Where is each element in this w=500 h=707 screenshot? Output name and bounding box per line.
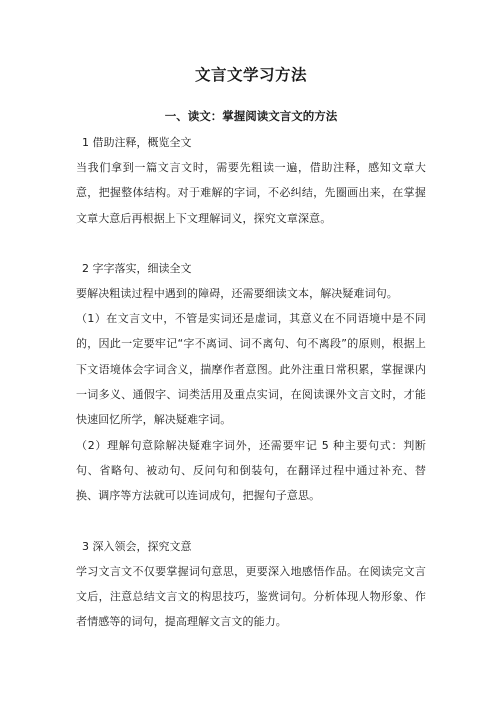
part-1	[76, 130, 426, 231]
part-3	[76, 534, 426, 635]
paragraph: 当我们拿到一篇文言文时，需要先粗读一遍，借助注释，感知文章大意，把握整体结构。对于难解的字词，不必纠结，先圈画出来，在掌握文章大意后再根据上下文理解词义，探究文章深意。	[76, 161, 426, 225]
part-heading: 3 深入领会，探究文意	[82, 539, 192, 553]
section-heading: 一、读文：掌握阅读文言文的方法	[164, 109, 338, 123]
paragraph: （2）理解句意除解决疑难字词外，还需要牢记 5 种主要句式：判断句、省略句、被动句、反问句和倒装句，在翻译过程中通过补充、替换、调序等方法就可以连词成句，把握句子意思。	[76, 438, 426, 503]
document-title: 文言文学习方法	[194, 66, 307, 84]
paragraph: （1）在文言文中，不管是实词还是虚词，其意义在不同语境中是不同的，因此一定要牢记“字不离词、词不离句、句不离段”的原则，根据上下文语境体会字词含义，揣摩作者意图。此外注重日常积累，掌握课内一词多义、通假字、词类活用及重点实词，在阅读课外文言文时，才能快速回忆所学，解决疑难字词。	[76, 312, 426, 427]
part-2	[76, 256, 426, 509]
part-heading: 1 借助注释，概览全文	[82, 136, 192, 149]
part-heading: 2 字字落实，细读全文	[82, 261, 192, 275]
paragraph: 要解决粗读过程中遇到的障碍，还需要细读文本，解决疑难词句。	[76, 286, 398, 300]
paragraph: 学习文言文不仅要掌握词句意思，更要深入地感悟作品。在阅读完文言文后，注意总结文言文的构思技巧，鉴赏词句。分析体现人物形象、作者情感等的词句，提高理解文言文的能力。	[76, 564, 426, 629]
